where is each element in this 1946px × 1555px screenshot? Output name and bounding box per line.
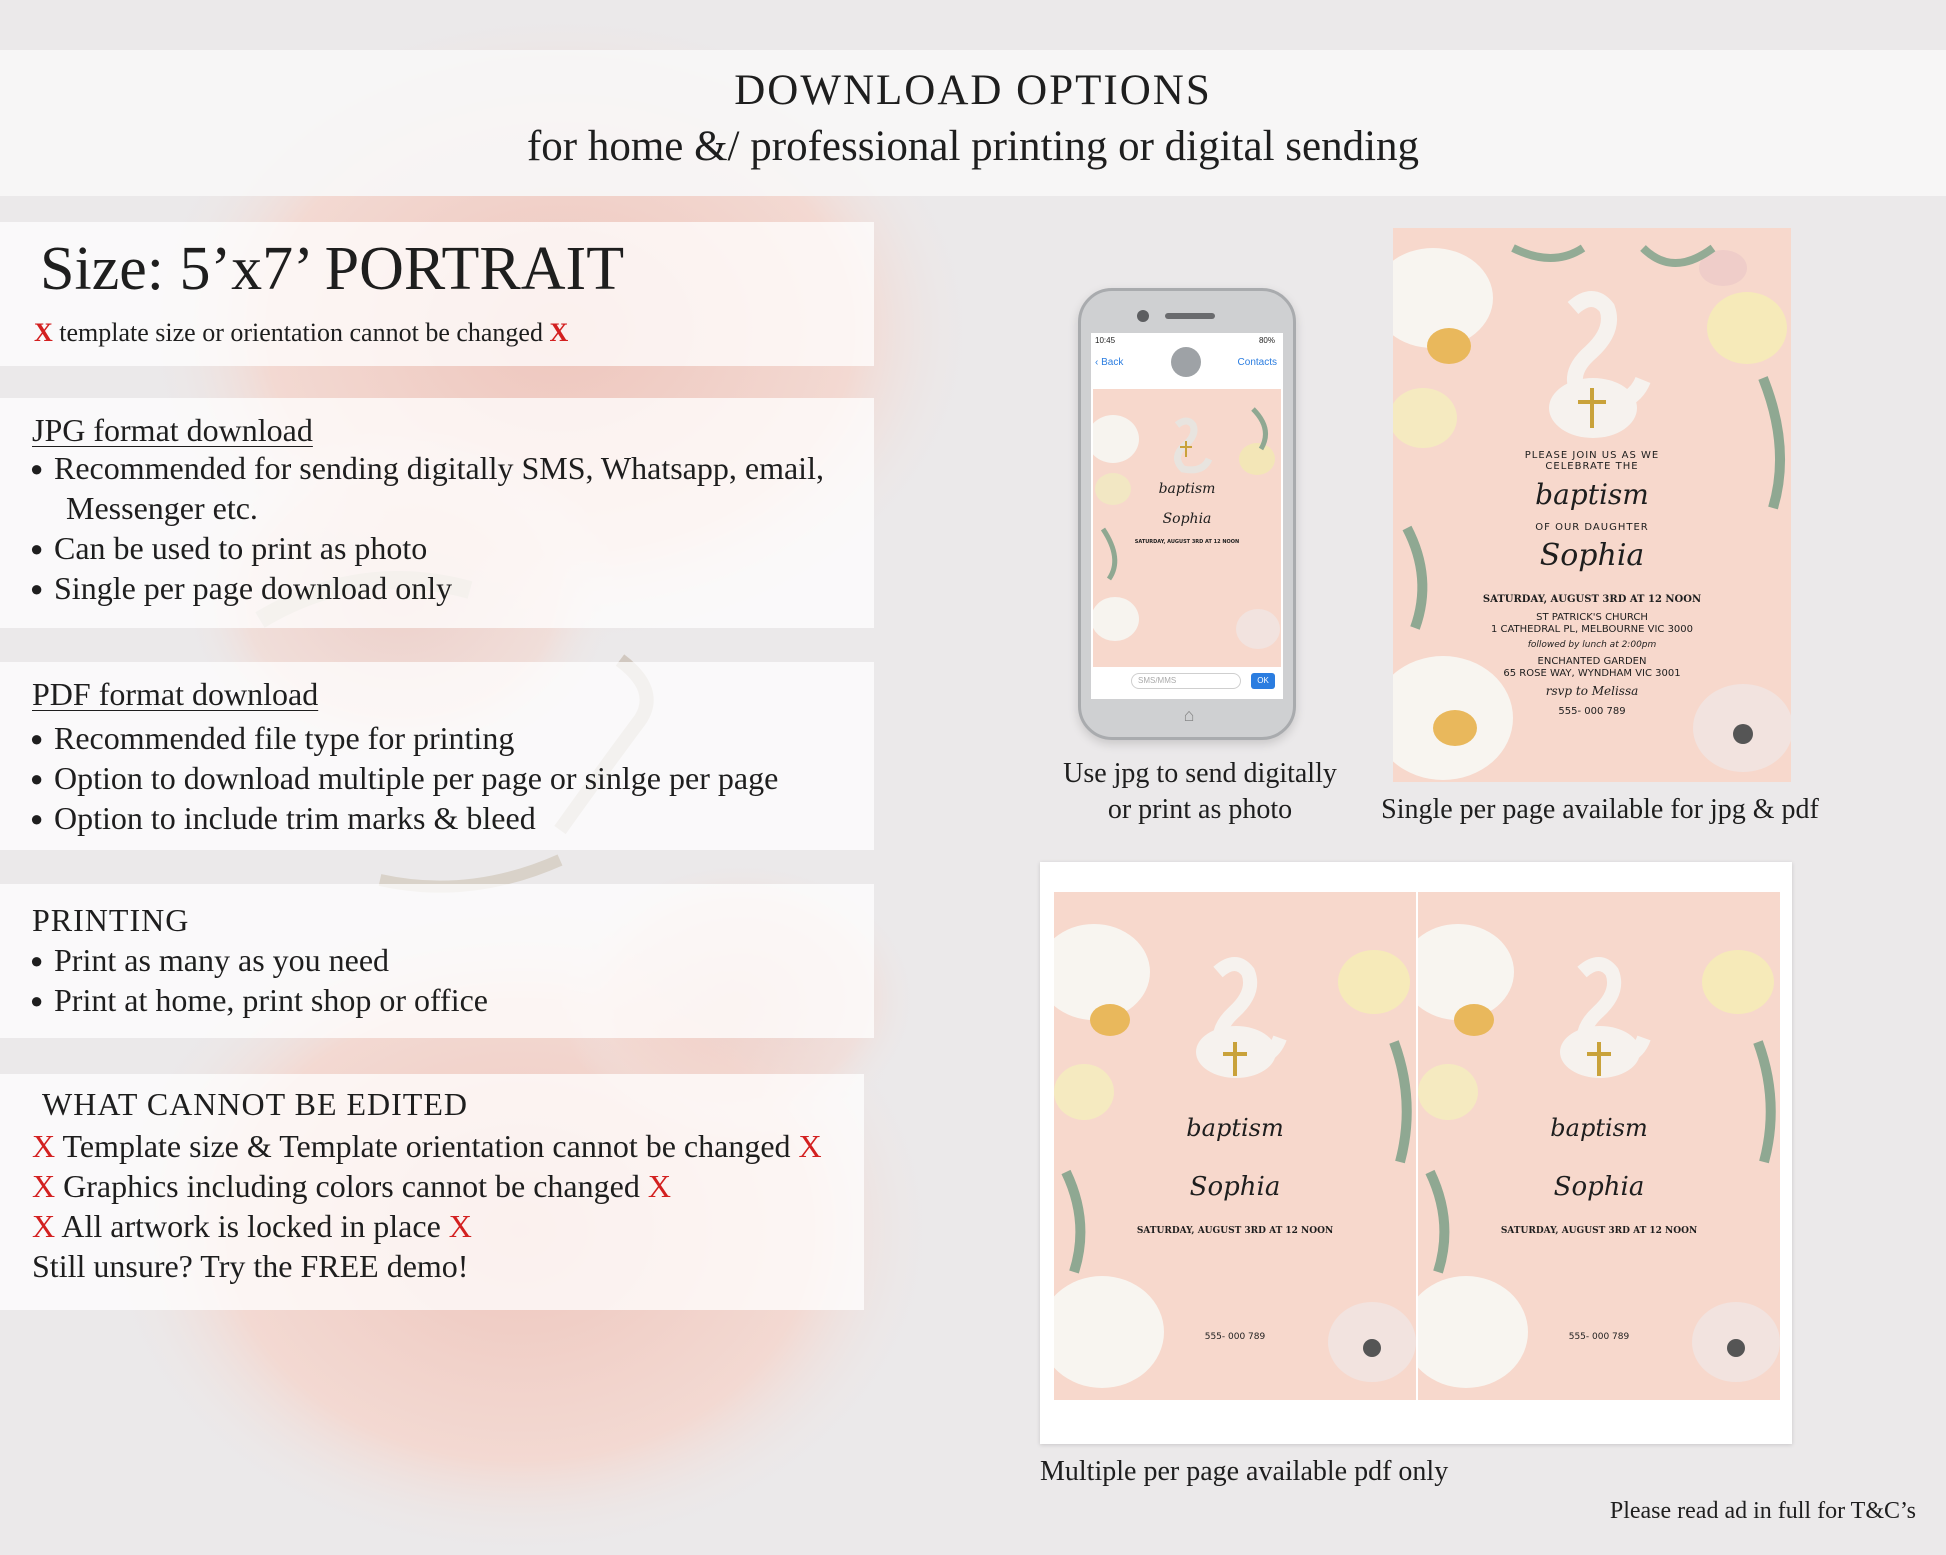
phone-invite-image bbox=[1093, 389, 1281, 667]
invite-address1: 1 CATHEDRAL PL, MELBOURNE VIC 3000 bbox=[1490, 624, 1694, 635]
avatar-icon bbox=[1171, 347, 1201, 377]
terms-note: Please read ad in full for T&C’s bbox=[1609, 1498, 1916, 1524]
floral-frame-icon bbox=[1093, 389, 1281, 667]
invite-event: baptism bbox=[1535, 478, 1649, 511]
x-mark-icon: X bbox=[448, 1208, 472, 1244]
cannot-edit-panel bbox=[0, 1074, 864, 1310]
phone-invite-name: Sophia bbox=[1162, 511, 1212, 527]
invite-address2: 65 ROSE WAY, WYNDHAM VIC 3001 bbox=[1503, 668, 1681, 679]
x-mark-icon: X bbox=[549, 318, 569, 347]
bullet-icon: ● bbox=[30, 806, 44, 831]
bullet-icon: ● bbox=[30, 726, 44, 751]
size-note bbox=[34, 318, 568, 348]
single-invite-card bbox=[1393, 228, 1791, 782]
phone-mockup bbox=[1078, 288, 1296, 740]
printing-heading: PRINTING bbox=[32, 902, 190, 938]
invite-of: OF OUR DAUGHTER bbox=[1535, 522, 1649, 533]
x-mark-icon: X bbox=[32, 1168, 56, 1204]
cannot-edit-line: X Template size & Template orientation cannot be changed X bbox=[32, 1128, 822, 1164]
jpg-panel bbox=[0, 398, 874, 628]
phone-status-time: 10:45 bbox=[1095, 336, 1116, 345]
invite-date: SATURDAY, AUGUST 3RD AT 12 NOON bbox=[1500, 1226, 1698, 1236]
jpg-bullet: ● Recommended for sending digitally SMS, Whatsapp, email, bbox=[30, 450, 824, 486]
cannot-edit-heading: WHAT CANNOT BE EDITED bbox=[42, 1086, 468, 1122]
jpg-heading: JPG format download bbox=[32, 412, 313, 448]
bullet-icon: ● bbox=[30, 456, 44, 481]
bullet-icon: ● bbox=[30, 988, 44, 1013]
printing-bullet: ● Print at home, print shop or office bbox=[30, 982, 488, 1018]
x-mark-icon: X bbox=[32, 1128, 56, 1164]
cannot-edit-line: X All artwork is locked in place X bbox=[32, 1208, 472, 1244]
size-panel bbox=[0, 222, 874, 366]
x-mark-icon: X bbox=[32, 1208, 56, 1244]
size-heading: Size: 5’x7’ PORTRAIT bbox=[40, 235, 625, 303]
pdf-heading: PDF format download bbox=[32, 676, 319, 712]
invite-phone: 555- 000 789 bbox=[1568, 1332, 1630, 1342]
multi-sheet bbox=[1040, 862, 1792, 1444]
phone-caption-2: or print as photo bbox=[1107, 794, 1293, 825]
invite-event: baptism bbox=[1550, 1114, 1648, 1142]
phone-invite-date: SATURDAY, AUGUST 3RD AT 12 NOON bbox=[1134, 539, 1240, 545]
message-input[interactable]: SMS/MMS bbox=[1131, 673, 1241, 689]
floral-frame-icon bbox=[1054, 892, 1416, 1400]
phone-camera bbox=[1137, 310, 1149, 322]
x-mark-icon: X bbox=[647, 1168, 671, 1204]
pdf-bullet: ● Option to include trim marks & bleed bbox=[30, 800, 536, 836]
phone-status-battery: 80% bbox=[1258, 336, 1275, 345]
multi-invite-card-1 bbox=[1054, 892, 1416, 1400]
multiple-caption: Multiple per page available pdf only bbox=[1040, 1456, 1449, 1487]
bullet-icon: ● bbox=[30, 576, 44, 601]
floral-frame-icon bbox=[1418, 892, 1780, 1400]
bullet-icon: ● bbox=[30, 766, 44, 791]
invite-venue2: ENCHANTED GARDEN bbox=[1537, 656, 1647, 667]
phone-speaker bbox=[1165, 313, 1215, 319]
cannot-edit-line: X Graphics including colors cannot be changed X bbox=[32, 1168, 671, 1204]
jpg-bullet-cont: Messenger etc. bbox=[66, 490, 258, 526]
invite-phone: 555- 000 789 bbox=[1558, 706, 1626, 717]
header-band bbox=[0, 50, 1946, 196]
phone-caption-1: Use jpg to send digitally bbox=[1063, 758, 1337, 789]
pdf-bullet: ● Recommended file type for printing bbox=[30, 720, 515, 756]
pdf-bullet: ● Option to download multiple per page or sinlge per page bbox=[30, 760, 779, 796]
invite-phone: 555- 000 789 bbox=[1204, 1332, 1266, 1342]
invite-rsvp: rsvp to Melissa bbox=[1545, 684, 1639, 698]
phone-invite-event: baptism bbox=[1158, 481, 1216, 497]
invite-event: baptism bbox=[1186, 1114, 1284, 1142]
invite-name: Sophia bbox=[1553, 1172, 1645, 1202]
multi-invite-card-2 bbox=[1418, 892, 1780, 1400]
invite-date: SATURDAY, AUGUST 3RD AT 12 NOON bbox=[1136, 1226, 1334, 1236]
bullet-icon: ● bbox=[30, 536, 44, 561]
jpg-bullet: ● Single per page download only bbox=[30, 570, 453, 606]
printing-bullet: ● Print as many as you need bbox=[30, 942, 390, 978]
single-caption: Single per page available for jpg & pdf bbox=[1381, 794, 1819, 825]
ok-button[interactable]: OK bbox=[1251, 673, 1275, 689]
invite-intro: PLEASE JOIN US AS WE CELEBRATE THE bbox=[1524, 450, 1660, 472]
printing-panel bbox=[0, 884, 874, 1038]
header-title: DOWNLOAD OPTIONS bbox=[734, 67, 1212, 114]
size-note-text: template size or orientation cannot be changed bbox=[59, 318, 543, 347]
phone-screen bbox=[1091, 333, 1283, 699]
x-mark-icon: X bbox=[798, 1128, 822, 1164]
jpg-bullet: ● Can be used to print as photo bbox=[30, 530, 428, 566]
x-mark-icon: X bbox=[34, 318, 53, 347]
contacts-link[interactable]: Contacts bbox=[1237, 357, 1277, 368]
invite-name: Sophia bbox=[1539, 538, 1645, 573]
invite-date: SATURDAY, AUGUST 3RD AT 12 NOON bbox=[1482, 594, 1702, 605]
pdf-panel bbox=[0, 662, 874, 850]
invite-name: Sophia bbox=[1189, 1172, 1281, 1202]
bullet-icon: ● bbox=[30, 948, 44, 973]
demo-line: Still unsure? Try the FREE demo! bbox=[32, 1248, 469, 1284]
back-button[interactable]: ‹ Back bbox=[1095, 357, 1124, 368]
invite-venue1: ST PATRICK'S CHURCH bbox=[1536, 612, 1648, 623]
home-button-icon: ⌂ bbox=[1183, 705, 1195, 725]
header-subtitle: for home &/ professional printing or digital sending bbox=[526, 123, 1420, 170]
invite-followed: followed by lunch at 2:00pm bbox=[1527, 640, 1657, 650]
